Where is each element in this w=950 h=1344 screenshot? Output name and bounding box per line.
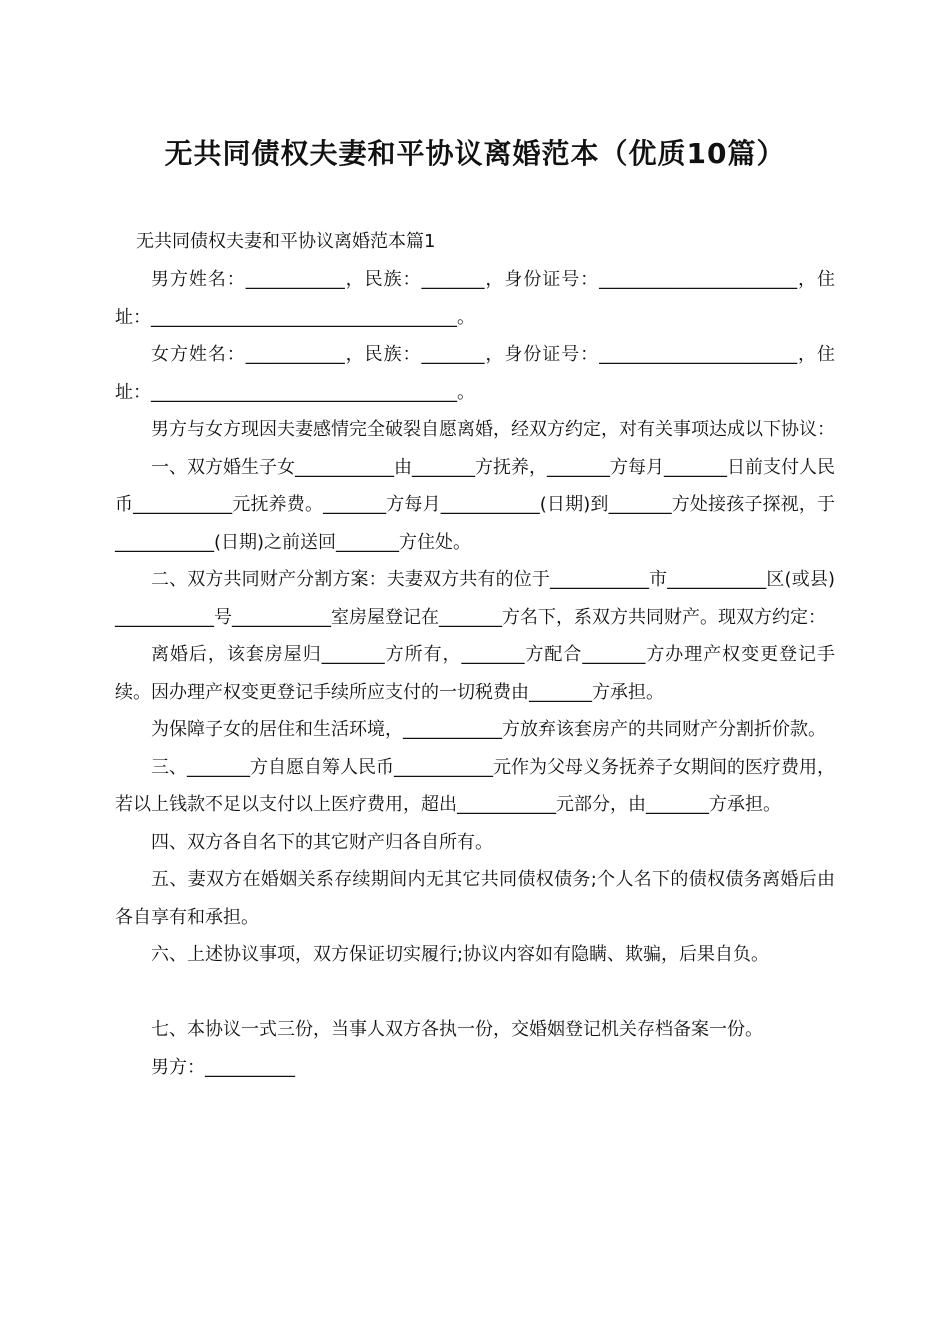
paragraph-clause-6: 六、上述协议事项，双方保证切实履行;协议内容如有隐瞒、欺骗，后果自负。 [151,944,770,965]
paragraph-clause-5: 五、妻双方在婚姻关系存续期间内无其它共同债权债务;个人名下的债权债务离婚后由各自享有和承担。 [115,869,835,928]
paragraph-clause-2: 二、双方共同财产分割方案：夫妻双方共有的位于___________市___________区(或县)___________号___________室房屋登记在_______方名下，系双方共同财产。现双方约定： [115,569,835,628]
paragraph-female-info: 女方姓名：___________，民族：_______，身份证号：______________________，住址：__________________________________。 [115,344,835,403]
paragraph-intro: 男方与女方现因夫妻感情完全破裂自愿离婚，经双方约定，对有关事项达成以下协议： [151,419,835,440]
paragraph-clause-3: 三、_______方自愿自筹人民币___________元作为父母义务抚养子女期间的医疗费用，若以上钱款不足以支付以上医疗费用，超出___________元部分，由_______方承担。 [115,756,835,815]
paragraph-clause-1: 一、双方婚生子女___________由_______方抚养，_______方每月_______日前支付人民币___________元抚养费。_______方每月___________(日期)到_______方处接孩子探视，于___________(日期)之前送回_______方住处。 [115,456,835,553]
signature-male: 男方：__________ [151,1056,295,1078]
document-title: 无共同债权夫妻和平协议离婚范本（优质10篇） [164,137,786,170]
section-heading: 无共同债权夫妻和平协议离婚范本篇1 [136,231,436,252]
paragraph-clause-7: 七、本协议一式三份，当事人双方各执一份，交婚姻登记机关存档备案一份。 [151,1019,763,1040]
paragraph-clause-2-children: 为保障子女的居住和生活环境，___________方放弃该套房产的共同财产分割折价款。 [151,719,826,740]
paragraph-male-info: 男方姓名：___________，民族：_______，身份证号：______________________，住址：__________________________________。 [115,269,835,328]
document-body [115,261,835,1086]
paragraph-clause-2-house: 离婚后，该套房屋归_______方所有，_______方配合_______方办理产权变更登记手续。因办理产权变更登记手续所应支付的一切税费由_______方承担。 [115,644,835,703]
paragraph-clause-4: 四、双方各自名下的其它财产归各自所有。 [151,831,493,853]
